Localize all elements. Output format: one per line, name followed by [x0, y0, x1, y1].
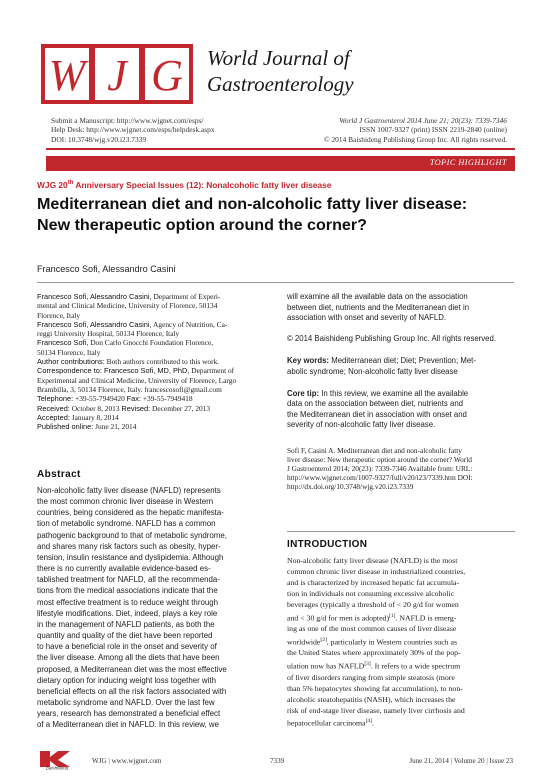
abstract-line: there is no currently available evidence-based es- [37, 564, 211, 574]
abstract-copyright: © 2014 Baishideng Publishing Group Inc. All rights reserved. [287, 333, 497, 343]
introduction-line: and is characterized by increased hepatic fat accumula- [287, 577, 460, 587]
abstract-line: countries, being considered as the hepatic manifesta- [37, 508, 224, 518]
core-tip-line2: data on the association between diet, nutrients and [287, 399, 463, 409]
affiliation-line: Francesco Sofi, Alessandro Casini, Agency of Nutrition, Ca- [37, 319, 228, 329]
logo-letter-g: G [151, 51, 183, 100]
introduction-line: worldwide[2], particularly in Western countries such as [287, 636, 458, 647]
introduction-line: of liver disorders ranging from simple steatosis (more [287, 672, 455, 682]
citation-line: J Gastroenterol 2014; 20(23): 7339-7346 Available from: URL: [287, 464, 473, 474]
introduction-line: Non-alcoholic fatty liver disease (NAFLD) is the most [287, 556, 458, 565]
footer-url[interactable]: www.wjgnet.com [111, 757, 162, 765]
article-title-line1: Mediterranean diet and non-alcoholic fatty liver disease: [37, 195, 468, 213]
author-rule [37, 282, 514, 283]
affiliation-line: Francesco Sofi, Alessandro Casini, Department of Experi- [37, 292, 221, 301]
reference-marker[interactable]: [4] [365, 718, 372, 725]
abstract-line: lifestyle modifications. Diet, indeed, plays a key role [37, 608, 218, 618]
affiliation-line: Author contributions: Both authors contributed to this work. [37, 357, 220, 367]
introduction-line: beverages (typically a threshold of < 20 g/d for women [287, 599, 459, 609]
citation-line: World J Gastroenterol 2014 June 21; 20(23): 7339-7346 [339, 116, 507, 125]
citation-line[interactable]: http://www.wjgnet.com/1007-9327/full/v20/i23/7339.htm DOI: [287, 473, 473, 483]
citation-line: liver disease: New therapeutic option around the corner? World [287, 455, 472, 465]
affiliation-line: mental and Clinical Medicine, University of Florence, 50134 [37, 301, 218, 311]
reference-marker[interactable]: [3] [364, 661, 371, 668]
keywords-line2: abolic syndrome; Non-alcoholic fatty liver disease [287, 366, 458, 376]
introduction-heading: INTRODUCTION [287, 539, 368, 550]
affiliation-line: Accepted: January 8, 2014 [37, 412, 119, 422]
abstract-line: tion of metabolic syndrome. NAFLD has a common [37, 519, 216, 529]
issn-line: ISSN 1007-9327 (print) ISSN 2219-2840 (online) [359, 125, 507, 135]
abstract-line: Non-alcoholic fatty liver disease (NAFLD) represents [37, 486, 221, 495]
abstract-text [37, 485, 263, 730]
introduction-line: common chronic liver disease in industrialized countries, [287, 566, 466, 576]
author-names: Francesco Sofi, Alessandro Casini [37, 264, 176, 274]
abstract-continuation-3: association with onset and severity of NAFLD. [287, 313, 447, 323]
abstract-line: pathogenic background to that of metabolic syndrome, [37, 530, 227, 540]
abstract-line: the most common chronic liver disease in Western [37, 497, 214, 507]
introduction-line: risk of end-stage liver disease, namely liver cirrhosis and [287, 705, 465, 715]
introduction-line: and < 30 g/d for men is adopted)[1]. NAFLD is emerg- [287, 612, 457, 623]
abstract-line: tablished treatment for NAFLD, all the recommenda- [37, 575, 220, 585]
citation-line[interactable]: http://dx.doi.org/10.3748/wjg.v20.i23.7339 [287, 482, 414, 492]
doi-line: DOI: 10.3748/wjg.v20.i23.7339 [51, 134, 147, 144]
abstract-line: metabolic syndrome and NAFLD. Over the last few [37, 697, 215, 707]
logo-letter-w: W [48, 51, 86, 100]
abstract-line: beneficial effects on all the risk factors associated with [37, 686, 227, 696]
logo-letter-j: J [107, 51, 127, 100]
core-tip-line4: severity of non-alcoholic fatty liver disease. [287, 420, 436, 430]
footer-issue-info: June 21, 2014 | Volume 20 | Issue 23 [409, 757, 513, 765]
affiliation-line: Received: October 8, 2013 Revised: December 27, 2013 [37, 403, 211, 413]
abstract-continuation-2: between diet, nutrients and the Mediterranean diet in [287, 302, 470, 312]
abstract-continuation-1: will examine all the available data on the association [287, 292, 468, 301]
article-title-line2: New therapeutic option around the corner? [37, 216, 367, 234]
reference-marker[interactable]: [1] [389, 612, 396, 619]
journal-title-line1: World Journal of [207, 46, 350, 70]
header-rule [46, 148, 515, 150]
affiliation-line: Brambilla, 3, 50134 Florence, Italy. francescosofi@gmail.com [37, 384, 222, 394]
introduction-text [287, 556, 515, 730]
affiliation-line: Published online: June 21, 2014 [37, 422, 137, 432]
affiliations-block [37, 292, 263, 431]
abstract-line: dietary option for inducing weight loss together with [37, 675, 216, 685]
affiliation-line: 50134 Florence, Italy [37, 347, 101, 357]
affiliation-line: Francesco Sofi, Don Carlo Gnocchi Foundation Florence, [37, 338, 214, 348]
abstract-line: in the management of NAFLD patients, as both the [37, 619, 215, 629]
core-tip-line1: Core tip: In this review, we examine all the available [287, 388, 469, 398]
abstract-line: and shares many risk factors such as obesity, hyper- [37, 541, 221, 551]
keywords-line1: Key words: Mediterranean diet; Diet; Prevention; Met- [287, 356, 476, 366]
abstract-line: years, research has demonstrated a beneficial effect [37, 709, 221, 719]
submit-url[interactable]: Submit a Manuscript: http://www.wjgnet.com/esps/ [51, 116, 204, 125]
introduction-line: the United States where approximately 30% of the pop- [287, 648, 461, 658]
submission-info [51, 116, 215, 144]
affiliation-line: Florence, Italy [37, 310, 81, 320]
abstract-line: tension, insulin resistance and dyslipidemia. Although [37, 552, 224, 562]
introduction-line: tion in individuals not consuming excessive alcoholic [287, 588, 455, 598]
introduction-line: ing as one of the most common causes of liver disease [287, 624, 457, 634]
affiliation-line: Experimental and Clinical Medicine, University of Florence, Largo [37, 375, 237, 385]
affiliation-line: Correspondence to: Francesco Sofi, MD, PhD, Department of [37, 366, 235, 376]
introduction-line: ulation now has NAFLD[3]. It refers to a wide spectrum [287, 661, 461, 671]
journal-title-line2: Gastroenterology [207, 72, 354, 96]
reference-marker[interactable]: [2] [320, 636, 327, 643]
abstract-line: to have a beneficial role in the onset and severity of [37, 642, 217, 652]
abstract-heading: Abstract [37, 469, 81, 480]
core-tip-line3: the Mediterranean diet in association with onset and [287, 409, 467, 419]
page-number: 7339 [270, 757, 285, 765]
publisher-logo [36, 748, 78, 770]
citation-line: Sofi F, Casini A. Mediterranean diet and non-alcoholic fatty [287, 446, 462, 455]
abstract-line: quantity and quality of the diet have been reported [37, 631, 213, 641]
abstract-line: the liver disease. Among all the diets that have been [37, 653, 220, 663]
footer-journal: WJG | www.wjgnet.com [92, 757, 162, 765]
helpdesk-url[interactable]: Help Desk: http://www.wjgnet.com/esps/helpdesk.aspx [51, 125, 215, 135]
abstract-line: tions from the medical associations indicate that the [37, 586, 218, 596]
citation-block [287, 446, 515, 491]
intro-rule [287, 531, 515, 532]
introduction-line: alcoholic steatohepatitis (NASH), which increases the [287, 694, 456, 704]
introduction-line: hepatocellular carcinoma[4]. [287, 718, 374, 729]
journal-logo [41, 44, 193, 104]
publisher-copyright: © 2014 Baishideng Publishing Group Inc. All rights reserved. [324, 134, 507, 144]
abstract-line: proposed, a Mediterranean diet was the most effective [37, 664, 227, 674]
topic-label: TOPIC HIGHLIGHT [429, 158, 507, 167]
publication-info [324, 116, 507, 144]
abstract-line: most effective treatment is to reduce weight through [37, 597, 218, 607]
publisher-logo-text: Baishideng [45, 765, 69, 770]
abstract-line: of a Mediterranean diet in NAFLD. In this review, we [37, 720, 220, 730]
affiliation-line: Telephone: +39-55-7949420 Fax: +39-55-7949418 [37, 394, 193, 404]
right-top-block [287, 292, 515, 431]
affiliation-line: reggi University Hospital, 50134 Florence, Italy [37, 329, 180, 339]
series-label: WJG 20th Anniversary Special Issues (12): Nonalcoholic fatty liver disease [37, 180, 332, 190]
introduction-line: than 5% hepatocytes showing fat accumulation), to non- [287, 683, 463, 693]
